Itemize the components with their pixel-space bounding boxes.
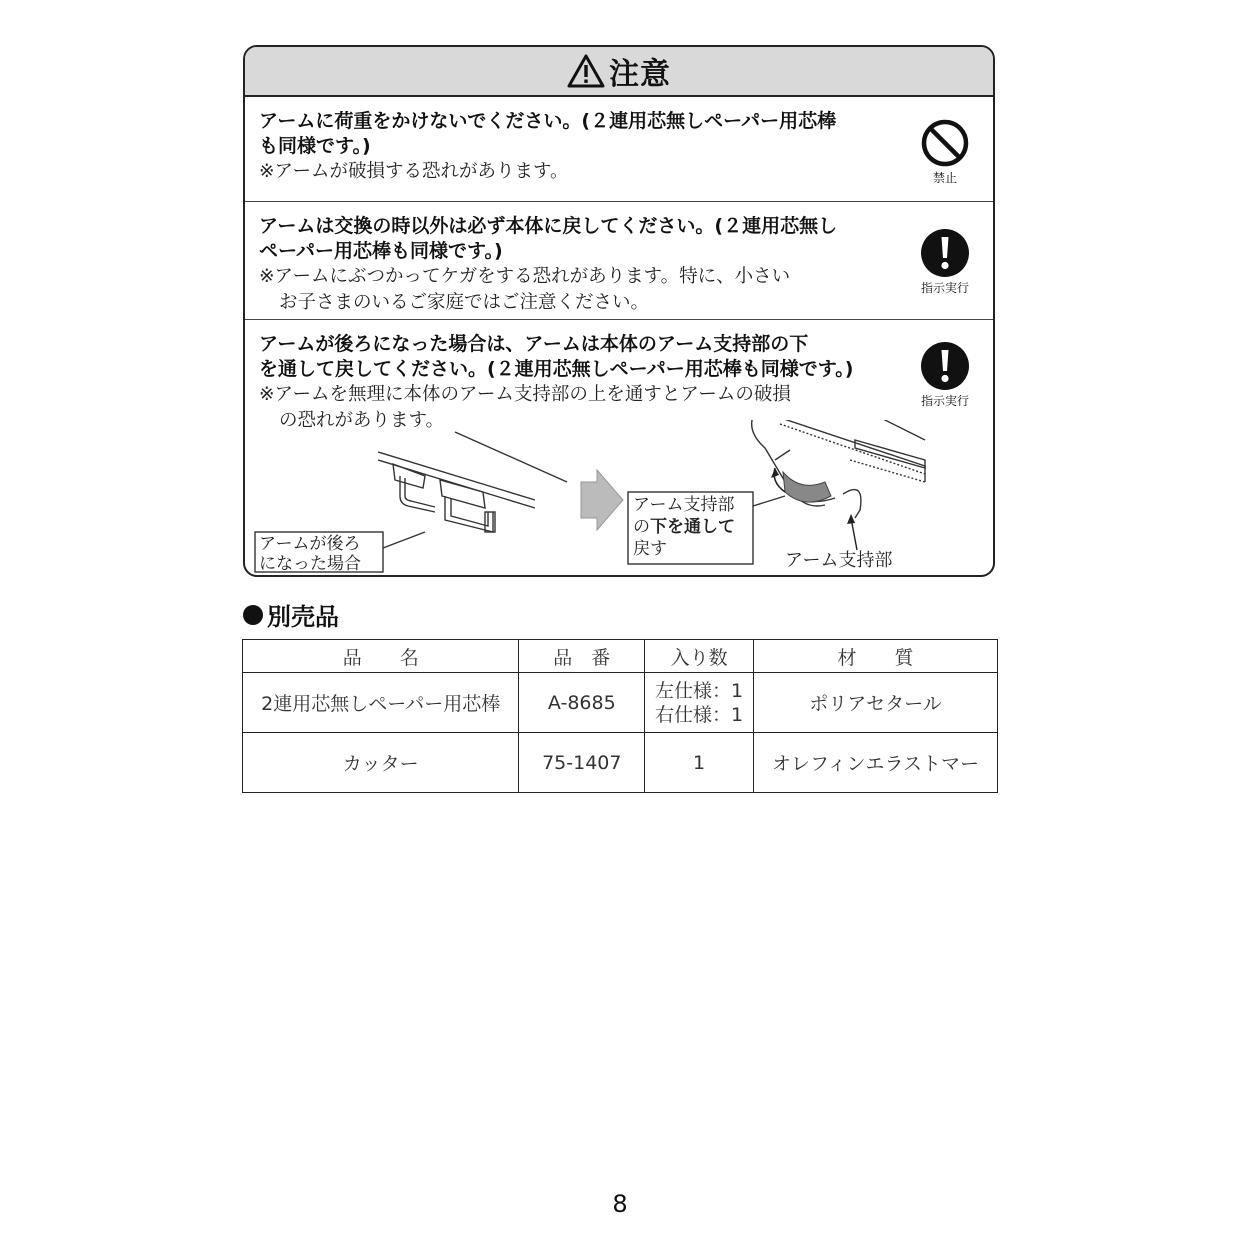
mandatory-icon	[919, 227, 971, 279]
header-material: 材 質	[754, 640, 998, 673]
holder-drawing-left	[378, 432, 567, 532]
cell-material: ポリアセタール	[754, 673, 998, 733]
right-callout-line: 戻す	[633, 539, 667, 559]
caution-box	[243, 45, 995, 577]
right-arrow-icon	[581, 470, 623, 530]
header-name: 品 名	[243, 640, 519, 673]
accessories-heading-text: 別売品	[267, 603, 339, 631]
caution-bold-line: も同様です。)	[259, 135, 371, 157]
caution-note-line: の恐れがあります。	[279, 410, 445, 431]
caution-section-load	[245, 97, 993, 202]
caution-note-line: ※アームにぶつかってケガをする恐れがあります。特に、小さい	[259, 266, 791, 287]
caution-title: 注意	[609, 57, 671, 92]
cell-qty	[645, 733, 754, 793]
caution-bold-line: アームが後ろになった場合は、アームは本体のアーム支持部の下	[259, 333, 809, 355]
caution-note-line: ※アームを無理に本体のアーム支持部の上を通すとアームの破損	[259, 384, 791, 405]
mandatory-symbol	[917, 340, 973, 409]
symbol-label: 指示実行	[920, 281, 969, 295]
cell-number: A-8685	[519, 673, 645, 733]
caution-note-line: お子さまのいるご家庭ではご注意ください。	[279, 292, 650, 313]
qty-line: 左仕様：1	[655, 679, 744, 702]
accessories-table	[242, 639, 998, 793]
cell-name: 2連用芯無しペーパー用芯棒	[243, 673, 519, 733]
symbol-label: 禁止	[932, 171, 957, 185]
arm-diagram	[245, 420, 993, 576]
holder-drawing-right	[752, 420, 925, 518]
caution-section-return	[245, 202, 993, 320]
cell-number: 75-1407	[519, 733, 645, 793]
header-number: 品 番	[519, 640, 645, 673]
svg-text:の下を通して	[633, 516, 735, 537]
cell-name: カッター	[243, 733, 519, 793]
right-callout-line: アーム支持部	[633, 495, 735, 515]
right-callout-emphasis: 下を通して	[650, 517, 735, 537]
symbol-label: 指示実行	[920, 394, 969, 408]
mandatory-icon	[919, 340, 971, 392]
qty-line: 右仕様：1	[655, 703, 744, 726]
cell-material: オレフィンエラストマー	[754, 733, 998, 793]
table-header-row	[243, 640, 998, 673]
arm-illustration	[245, 420, 993, 576]
header-qty: 入り数	[645, 640, 754, 673]
table-row	[243, 733, 998, 793]
caution-bold-line: アームに荷重をかけないでください。(２連用芯無しペーパー用芯棒	[259, 110, 837, 132]
table-row	[243, 673, 998, 733]
page-number: 8	[612, 1190, 628, 1218]
cell-qty	[645, 673, 754, 733]
prohibition-icon	[919, 117, 971, 169]
bullet-icon	[243, 605, 263, 625]
right-callout-text: の	[633, 517, 650, 537]
warning-triangle-icon	[567, 54, 605, 88]
left-callout-line: になった場合	[259, 554, 361, 574]
caution-header	[245, 47, 993, 97]
mandatory-symbol	[917, 227, 973, 296]
left-callout-line: アームが後ろ	[259, 534, 361, 554]
caution-bold-line: ペーパー用芯棒も同様です。)	[259, 240, 503, 262]
qty-line: 1	[693, 751, 706, 774]
accessories-heading	[243, 597, 339, 632]
caution-note-line: ※アームが破損する恐れがあります。	[259, 161, 569, 182]
caution-section-arm-position	[245, 320, 993, 576]
support-label: アーム支持部	[785, 550, 893, 571]
prohibition-symbol	[917, 117, 973, 186]
caution-bold-line: アームは交換の時以外は必ず本体に戻してください。(２連用芯無し	[259, 215, 838, 237]
caution-bold-line: を通して戻してください。(２連用芯無しペーパー用芯棒も同様です。)	[259, 358, 854, 380]
